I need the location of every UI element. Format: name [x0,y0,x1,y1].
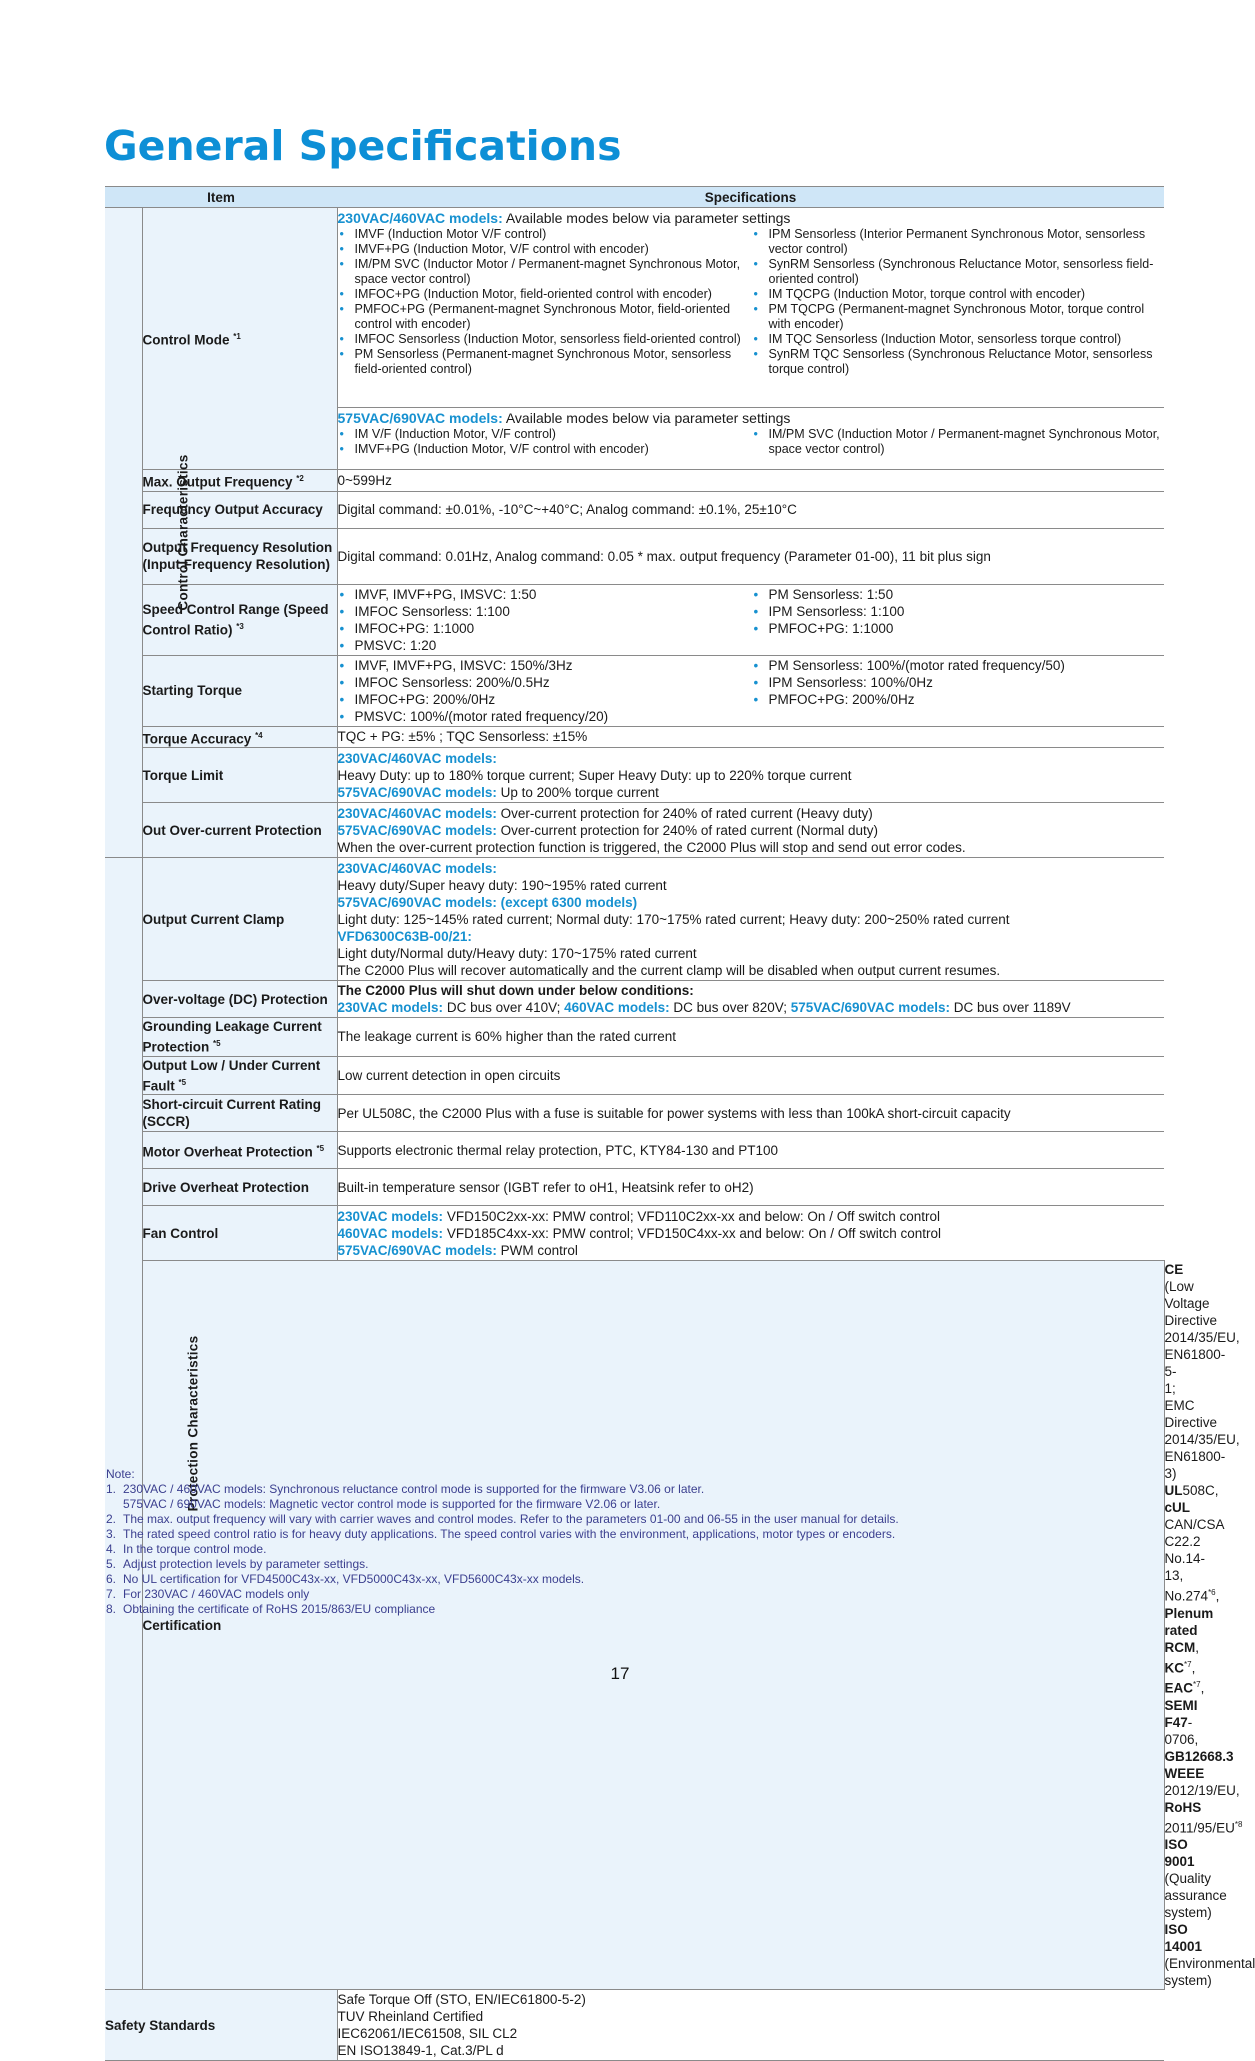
spec-cell: The leakage current is 60% higher than the rated current [337,1018,1164,1057]
note-number: 8. [106,1602,117,1616]
notes-heading: Note: [106,1467,135,1481]
table-row [105,491,1164,528]
item-label: Torque Accuracy $^{*4}$ [142,726,337,748]
spec-cell: 230VAC/460VAC models: Heavy duty/Super heavy duty: 190~195% rated current 575VAC/690VAC models: (except 6300 models) Light duty: 125~145% rated current; Normal duty: 170~175% rated current; Heavy duty: 200~250% rated current VFD6300C63B-00/21: Light duty/Normal duty/Heavy duty: 170~175% rated current The C2000 Plus will recover automatically and the current clamp will be disabled when output current resumes. [337,858,1164,981]
group-label: Control Characteristics [175,454,191,611]
item-label: Drive Overheat Protection [142,1169,337,1206]
list-item: • PMSVC: 100%/(motor rated frequency/20) [338,708,752,725]
list-item: • IMFOC Sensorless (Induction Motor, sensorless field-oriented control) [338,332,752,347]
list-item: • IMVF (Induction Motor V/F control) [338,227,752,242]
list-item: • PM Sensorless: 1:50 [752,586,1165,603]
list-item: • IMVF, IMVF+PG, IMSVC: 1:50 [338,586,752,603]
list-item: • IMFOC Sensorless: 1:100 [338,603,752,620]
note-text: 230VAC / 460VAC models: Synchronous reluctance control mode is supported for the firmware V3.06 or later. [123,1482,705,1496]
group-label: Protection Characteristics [185,1335,201,1512]
item-label: Motor Overheat Protection $^{*5}$ [142,1132,337,1169]
spec-cell: 575VAC/690VAC models: Available modes below via parameter settings • IM V/F (Induction Motor, V/F control) • IMVF+PG (Induction Motor, V/F control with encoder) • IM/PM SVC (Induction Motor / Permanent-magnet Synchronous Motor, space vector control) [337,408,1164,470]
spec-cell [337,655,1164,726]
table-row [105,1018,1164,1057]
table-row [105,208,1164,408]
list-item: • PMFOC+PG: 1:1000 [752,620,1165,637]
notes-list [106,1482,1166,1617]
list-item: • IM TQCPG (Induction Motor, torque control with encoder) [752,287,1165,302]
item-label: Torque Limit [142,748,337,803]
header-item: Item [105,187,337,208]
table-row: Certification CE (Low Voltage Directive 2014/35/EU, EN61800-5-1; EMC Directive 2014/35/EU, EN61800-3) UL508C, cUL CAN/CSA C22.2 No.14-13, No.274$^{*6}$, Plenum rated RCM, KC$^{*7}$, EAC$^{*7}$, SEMI F47-0706, GB12668.3 WEEE 2012/19/EU, RoHS 2011/95/EU$^{*8}$ ISO 9001 (Quality assurance system) ISO 14001 (Environmental system) [142,1262,1255,1988]
table-row [105,1132,1164,1169]
item-label: Short-circuit Current Rating (SCCR) [142,1095,337,1132]
list-item: • IPM Sensorless: 1:100 [752,603,1165,620]
list-item: • IM V/F (Induction Motor, V/F control) [338,427,752,442]
note-text: In the torque control mode. [123,1542,267,1556]
list-item: • IMVF+PG (Induction Motor, V/F control with encoder) [338,242,752,257]
note-text: The rated speed control ratio is for heavy duty applications. The speed control varies with the environment, applications, motor types or encoders. [123,1527,896,1541]
note-text: 575VAC / 690VAC models: Magnetic vector control mode is supported for the firmware V2.06 or later. [123,1497,661,1511]
note-number: 1. [106,1482,117,1496]
table-row [105,1206,1164,1261]
torque-list-left [338,657,752,725]
note-item [106,1542,1166,1557]
note-text: The max. output frequency will vary with carrier waves and control modes. Refer to the parameters 01-00 and 06-55 in the user manual for details. [123,1512,899,1526]
item-label: Fan Control [142,1206,337,1261]
spec-cell: 230VAC/460VAC models: Over-current protection for 240% of rated current (Heavy duty) 575VAC/690VAC models: Over-current protection for 240% of rated current (Normal duty) When the over-current protection function is triggered, the C2000 Plus will stop and send out error codes. [337,803,1164,858]
table-row [105,803,1164,858]
table-header-row [105,187,1164,208]
list-item: • PM Sensorless: 100%/(motor rated frequency/50) [752,657,1165,674]
spec-cell: Built-in temperature sensor (IGBT refer to oH1, Heatsink refer to oH2) [337,1169,1164,1206]
header-specifications: Specifications [337,187,1164,208]
table-row [105,748,1164,803]
list-item: • PM TQCPG (Permanent-magnet Synchronous Motor, torque control with encoder) [752,302,1165,332]
item-label: Output Frequency Resolution (Input Frequency Resolution) [142,528,337,584]
spec-cell: 0~599Hz [337,470,1164,492]
page-number: 17 [610,1664,630,1683]
item-label: Frequency Output Accuracy [142,491,337,528]
spec-cell: Safe Torque Off (STO, EN/IEC61800-5-2) TUV Rheinland Certified IEC62061/IEC61508, SIL CL2 EN ISO13849-1, Cat.3/PL d [337,1990,1164,2061]
spec-table [105,186,1255,2061]
mode-list-left [338,427,752,457]
item-label: Control Mode $^{*1}$ [142,208,337,470]
note-number: 4. [106,1542,117,1556]
list-item: • IM TQC Sensorless (Induction Motor, sensorless torque control) [752,332,1165,347]
spec-cell: 230VAC/460VAC models: Heavy Duty: up to 180% torque current; Super Heavy Duty: up to 220% torque current 575VAC/690VAC models: Up to 200% torque current [337,748,1164,803]
list-item: • IMFOC+PG: 200%/0Hz [338,691,752,708]
item-label: Speed Control Range (Speed Control Ratio) $^{*3}$ [142,584,337,655]
spec-cell: Digital command: ±0.01%, -10°C~+40°C; Analog command: ±0.1%, 25±10°C [337,491,1164,528]
note-text: Obtaining the certificate of RoHS 2015/863/EU compliance [123,1602,436,1616]
torque-list-right [752,657,1165,725]
spec-cell [337,584,1164,655]
note-number [106,1497,123,1512]
note-item [106,1602,1166,1617]
table-row [105,981,1164,1018]
list-item: • SynRM TQC Sensorless (Synchronous Reluctance Motor, sensorless torque control) [752,347,1165,377]
note-item [106,1572,1166,1587]
table-row [105,1169,1164,1206]
note-item [106,1557,1166,1572]
item-label: Starting Torque [142,655,337,726]
note-number: 5. [106,1557,117,1571]
table-row [105,1990,1164,2061]
note-item [106,1497,1166,1512]
item-label: Over-voltage (DC) Protection [142,981,337,1018]
speed-list-left [338,586,752,654]
note-number: 3. [106,1527,117,1541]
page-title: General Specifications [104,122,622,170]
mode-list-right [752,427,1165,457]
speed-list-right [752,586,1165,654]
item-label: Grounding Leakage Current Protection $^{*5}$ [142,1018,337,1057]
item-label: Output Low / Under Current Fault $^{*5}$ [142,1056,337,1095]
spec-cell: Supports electronic thermal relay protection, PTC, KTY84-130 and PT100 [337,1132,1164,1169]
spec-cell: Low current detection in open circuits [337,1056,1164,1095]
spec-cell: TQC + PG: ±5% ; TQC Sensorless: ±15% [337,726,1164,748]
list-item: • IMVF+PG (Induction Motor, V/F control with encoder) [338,442,752,457]
table-row [105,858,1164,981]
table-row [105,528,1164,584]
list-item: • IMVF, IMVF+PG, IMSVC: 150%/3Hz [338,657,752,674]
note-text: Adjust protection levels by parameter settings. [123,1557,369,1571]
list-item: • IMFOC Sensorless: 200%/0.5Hz [338,674,752,691]
list-item: • SynRM Sensorless (Synchronous Reluctance Motor, sensorless field-oriented control) [752,257,1165,287]
list-item: • IMFOC+PG: 1:1000 [338,620,752,637]
item-label: Output Current Clamp [142,858,337,981]
table-row [105,470,1164,492]
mode-list-right [752,227,1165,377]
list-item: • IMFOC+PG (Induction Motor, field-oriented control with encoder) [338,287,752,302]
spec-cell: The C2000 Plus will shut down under below conditions: 230VAC models: DC bus over 410V; 460VAC models: DC bus over 820V; 575VAC/690VAC models: DC bus over 1189V [337,981,1164,1018]
item-label: Certification [142,1261,1164,1990]
note-item [106,1527,1166,1542]
note-item [106,1587,1166,1602]
note-number: 2. [106,1512,117,1526]
spec-cell: Digital command: 0.01Hz, Analog command: 0.05 * max. output frequency (Parameter 01-00), 11 bit plus sign [337,528,1164,584]
note-number: 6. [106,1572,117,1586]
list-item: • IPM Sensorless (Interior Permanent Synchronous Motor, sensorless vector control) [752,227,1165,257]
list-item: • PM Sensorless (Permanent-magnet Synchronous Motor, sensorless field-oriented control) [338,347,752,377]
item-label: Max. Output Frequency $^{*2}$ [142,470,337,492]
note-text: For 230VAC / 460VAC models only [123,1587,310,1601]
spec-cell: Per UL508C, the C2000 Plus with a fuse is suitable for power systems with less than 100kA short-circuit capacity [337,1095,1164,1132]
list-item: • IPM Sensorless: 100%/0Hz [752,674,1165,691]
list-item: • PMSVC: 1:20 [338,637,752,654]
notes-section [106,1467,1166,1617]
note-item [106,1512,1166,1527]
mode-list-left [338,227,752,377]
note-text: No UL certification for VFD4500C43x-xx, VFD5000C43x-xx, VFD5600C43x-xx models. [123,1572,585,1586]
list-item: • IM/PM SVC (Inductor Motor / Permanent-magnet Synchronous Motor, space vector control) [338,257,752,287]
list-item: • PMFOC+PG: 200%/0Hz [752,691,1165,708]
table-row [105,726,1164,748]
note-number: 7. [106,1587,117,1601]
table-row [105,655,1164,726]
table-row [105,584,1164,655]
table-row [105,1056,1164,1095]
spec-cell: 230VAC/460VAC models: Available modes below via parameter settings • IMVF (Induction Motor V/F control) • IMVF+PG (Induction Motor, V/F control with encoder) • IM/PM SVC (Inductor Motor / Permanent-magnet Synchronous Motor, space vector control) • IMFOC+PG (Induction Motor, field-oriented control with encoder) • PMFOC+PG (Permanent-magnet Synchronous Motor, field-oriented control with encoder) • IMFOC Sensorless (Induction Motor, sensorless field-oriented control) • PM Sensorless (Permanent-magnet Synchronous Motor, sensorless field-oriented control) • IPM Sensorless (Interior Permanent Synchronous Motor, sensorless vector control) • SynRM Sensorless (Synchronous Reluctance Motor, sensorless field-oriented control) • IM TQCPG (Induction Motor, torque control with encoder) • PM TQCPG (Permanent-magnet Synchronous Motor, torque control with encoder) • IM TQC Sensorless (Induction Motor, sensorless torque control) • SynRM TQC Sensorless (Synchronous Reluctance Motor, sensorless torque control) [337,208,1164,408]
list-item: • IM/PM SVC (Induction Motor / Permanent-magnet Synchronous Motor, space vector control) [752,427,1165,457]
table-row [105,1095,1164,1132]
item-label: Out Over-current Protection [142,803,337,858]
note-item [106,1482,1166,1497]
spec-cell: 230VAC models: VFD150C2xx-xx: PMW control; VFD110C2xx-xx and below: On / Off switch control 460VAC models: VFD185C4xx-xx: PMW control; VFD150C4xx-xx and below: On / Off switch control 575VAC/690VAC models: PWM control [337,1206,1164,1261]
item-label: Safety Standards [105,1990,337,2061]
list-item: • PMFOC+PG (Permanent-magnet Synchronous Motor, field-oriented control with encoder) [338,302,752,332]
